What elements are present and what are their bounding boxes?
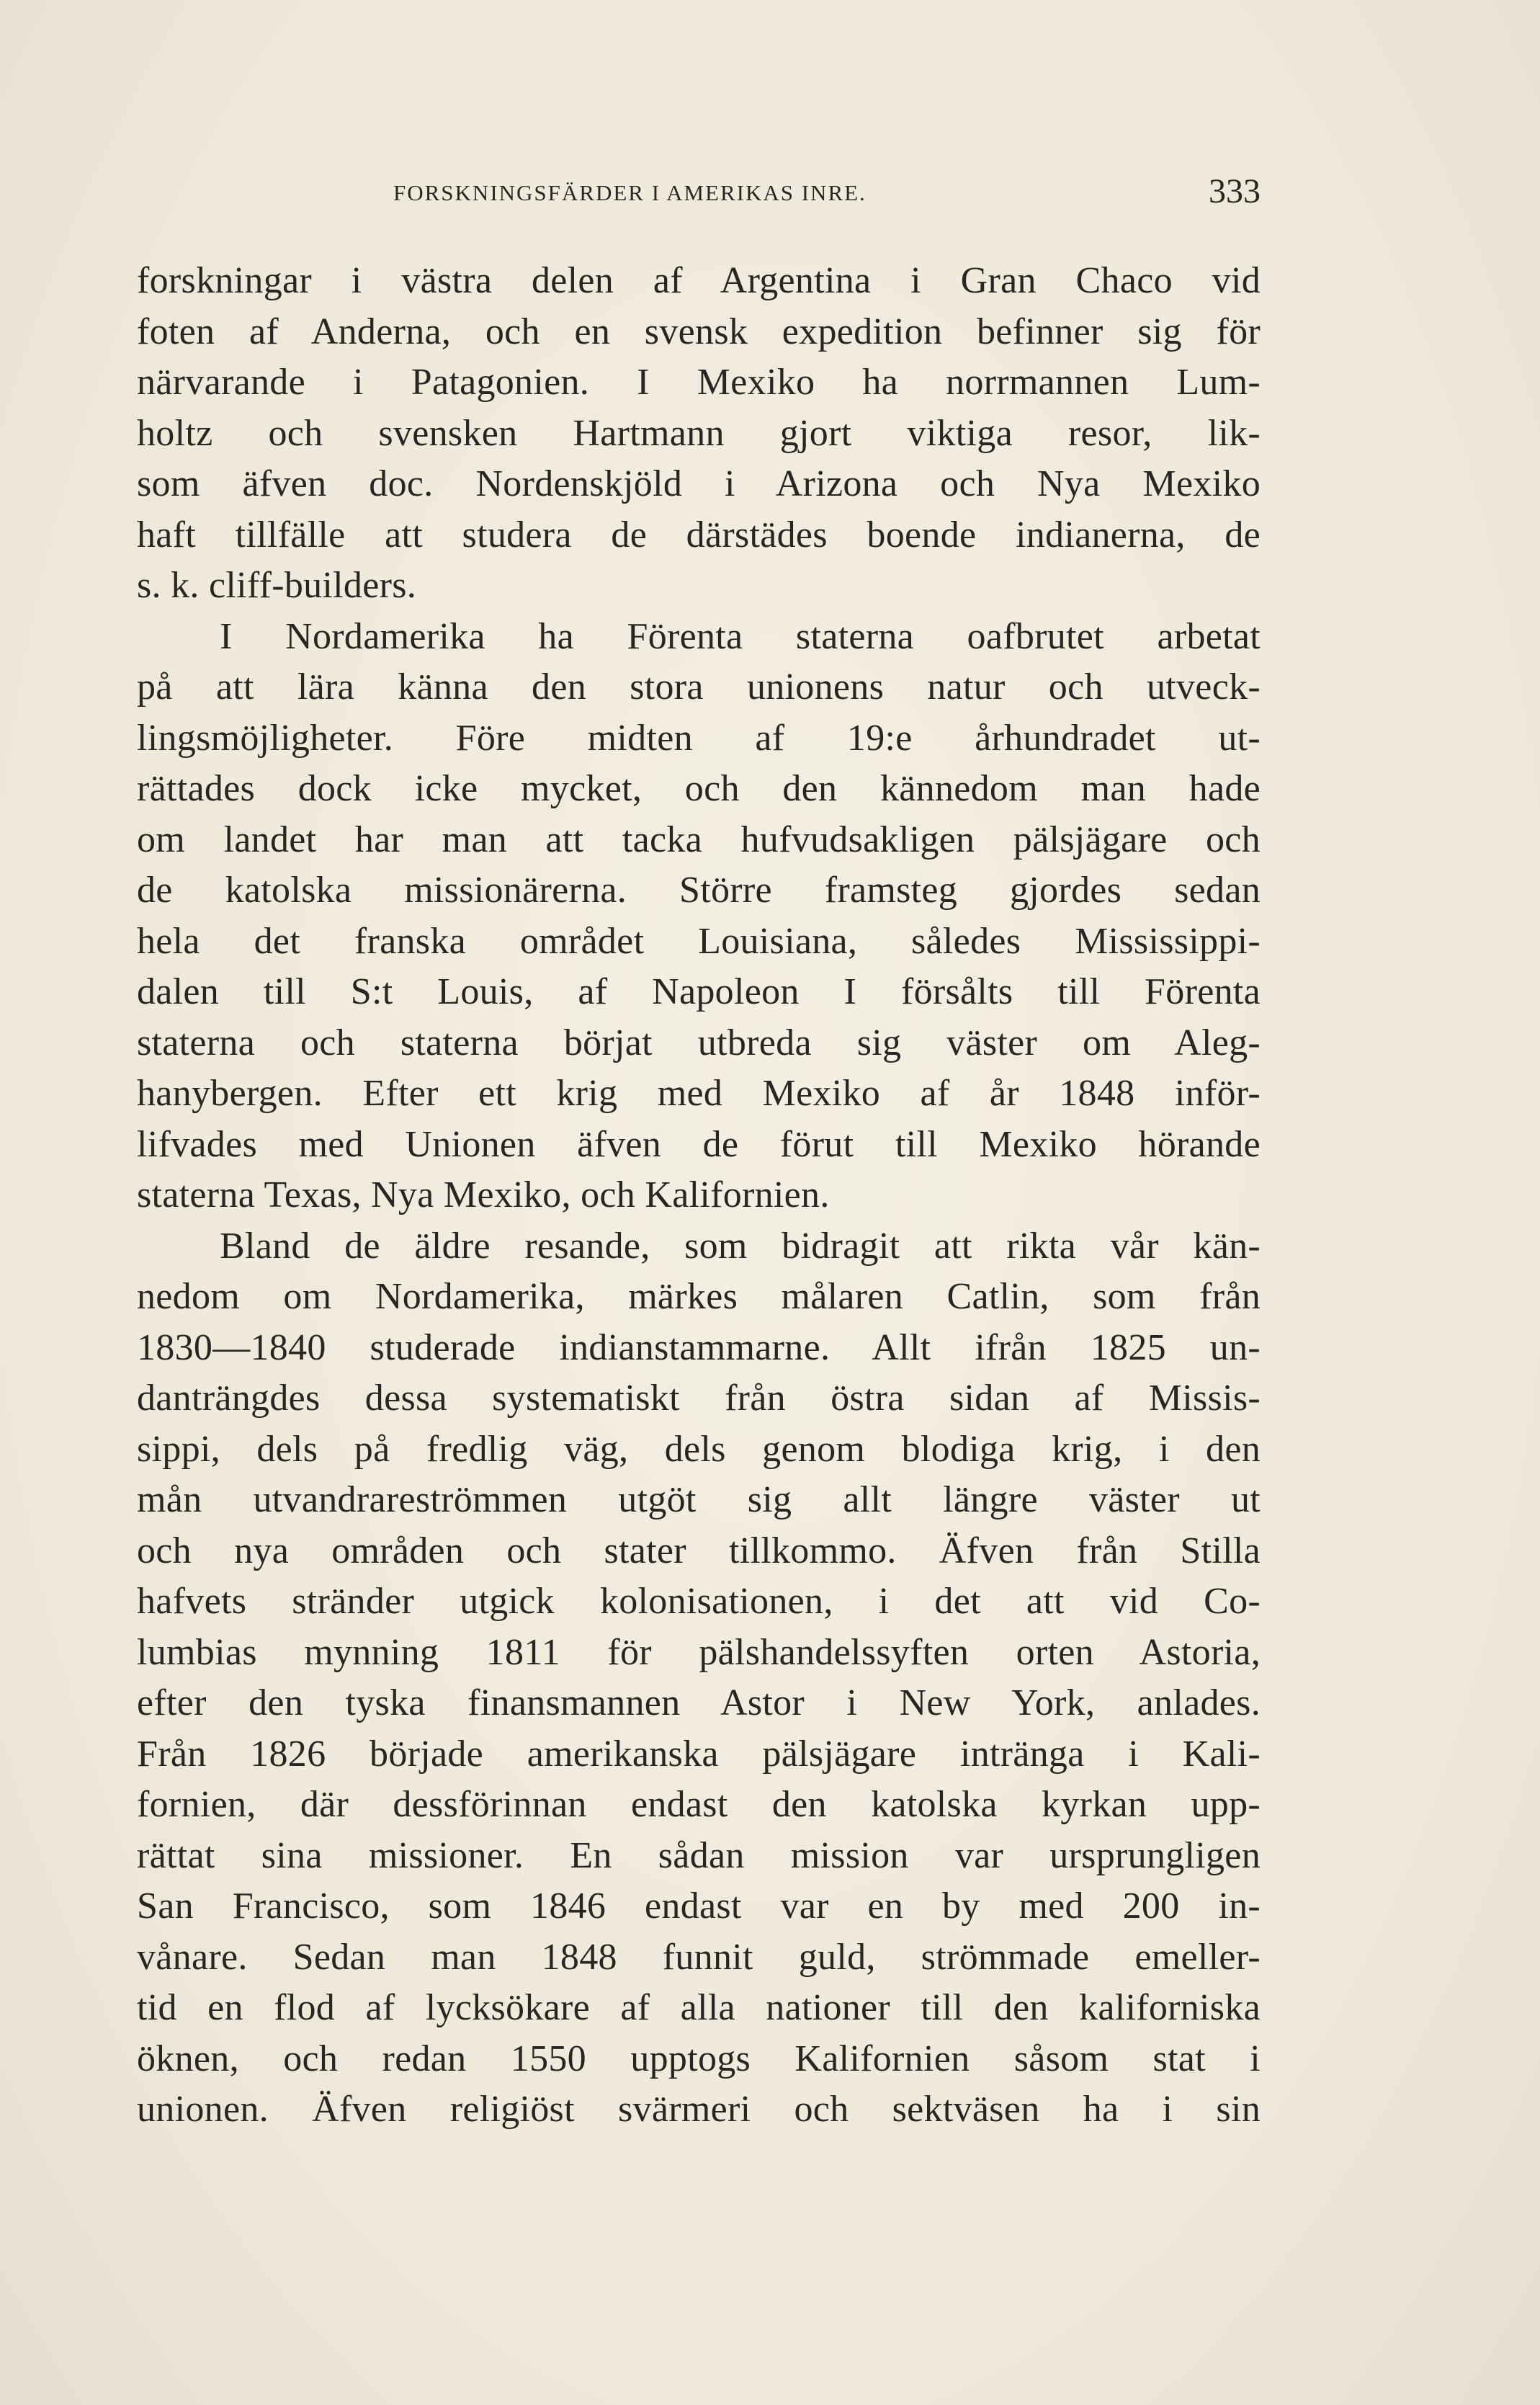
text-line: hanybergen. Efter ett krig med Mexiko af år 1848 inför- bbox=[137, 1073, 1261, 1114]
text-line: danträngdes dessa systematiskt från östra sidan af Missis- bbox=[137, 1378, 1261, 1419]
text-line: mån utvandrareströmmen utgöt sig allt längre väster ut bbox=[137, 1479, 1261, 1520]
text-line: San Francisco, som 1846 endast var en by med 200 in- bbox=[137, 1886, 1261, 1927]
text-line: om landet har man att tacka hufvudsakligen pälsjägare och bbox=[137, 818, 1261, 860]
text-line: på att lära känna den stora unionens natur och utveck- bbox=[137, 666, 1261, 708]
text-line: Från 1826 började amerikanska pälsjägare inträngа i Kali- bbox=[137, 1733, 1261, 1775]
text-line: närvarande i Patagonien. I Mexiko ha norrmannen Lum- bbox=[137, 362, 1261, 403]
text-line: s. k. cliff-builders. bbox=[137, 565, 417, 606]
text-line: 1830—1840 studerade indianstammarne. Allt ifrån 1825 un- bbox=[137, 1326, 1261, 1368]
text-line: rättades dock icke mycket, och den kännedom man hade bbox=[137, 768, 1261, 809]
text-line: fornien, där dessförinnan endast den katolska kyrkan upp- bbox=[137, 1784, 1261, 1825]
text-line: lumbias mynning 1811 för pälshandelssyften orten Astoria, bbox=[137, 1631, 1261, 1673]
text-line: forskningar i västra delen af Argentina i Gran Chaco vid bbox=[137, 260, 1261, 301]
text-line: dalen till S:t Louis, af Napoleon I försålts till Förenta bbox=[137, 971, 1261, 1012]
text-line: som äfven doc. Nordenskjöld i Arizona och Nya Mexiko bbox=[137, 463, 1261, 504]
text-line: vånare. Sedan man 1848 funnit guld, strömmade emeller- bbox=[137, 1936, 1261, 1978]
text-line: unionen. Äfven religiöst svärmeri och sektväsen ha i sin bbox=[137, 2089, 1261, 2130]
running-title: FORSKNINGSFÄRDER I AMERIKAS INRE. bbox=[393, 180, 867, 205]
page-number: 333 bbox=[1209, 172, 1261, 210]
text-line: rättat sina missioner. En sådan mission var ursprungligen bbox=[137, 1834, 1261, 1876]
text-line: haft tillfälle att studera de därstädes boende indianerna, de bbox=[137, 514, 1261, 555]
text-line: staterna och staterna börjat utbreda sig väster om Aleg- bbox=[137, 1022, 1261, 1063]
page-header bbox=[137, 171, 1261, 222]
text-line: hela det franska området Louisiana, således Mississippi- bbox=[137, 920, 1261, 962]
text-line: öknen, och redan 1550 upptogs Kalifornien såsom stat i bbox=[137, 2038, 1261, 2079]
text-line: lifvades med Unionen äfven de förut till Mexiko hörande bbox=[137, 1123, 1261, 1165]
text-line: nedom om Nordamerika, märkes målaren Catlin, som från bbox=[137, 1276, 1261, 1317]
text-line: och nya områden och stater tillkommo. Äfven från Stilla bbox=[137, 1530, 1261, 1571]
text-line: foten af Anderna, och en svensk expedition befinner sig för bbox=[137, 311, 1261, 352]
body-text bbox=[137, 256, 1261, 2136]
text-line: holtz och svensken Hartmann gjort viktiga resor, lik- bbox=[137, 412, 1261, 454]
text-line: staterna Texas, Nya Mexiko, och Kalifornien. bbox=[137, 1174, 830, 1215]
text-line: lingsmöjligheter. Före midten af 19:e århundradet ut- bbox=[137, 717, 1261, 759]
text-line: I Nordamerika ha Förenta staterna oafbrutet arbetat bbox=[220, 615, 1261, 657]
text-line: sippi, dels på fredlig väg, dels genom blodiga krig, i den bbox=[137, 1428, 1261, 1470]
text-line: efter den tyska finansmannen Astor i New York, anlades. bbox=[137, 1682, 1261, 1723]
text-line: de katolska missionärerna. Större framsteg gjordes sedan bbox=[137, 870, 1261, 911]
text-line: hafvets stränder utgick kolonisationen, i det att vid Co- bbox=[137, 1581, 1261, 1622]
text-line: tid en flod af lycksökare af alla nationer till den kaliforniska bbox=[137, 1987, 1261, 2028]
text-line: Bland de äldre resande, som bidragit att rikta vår kän- bbox=[220, 1225, 1261, 1267]
